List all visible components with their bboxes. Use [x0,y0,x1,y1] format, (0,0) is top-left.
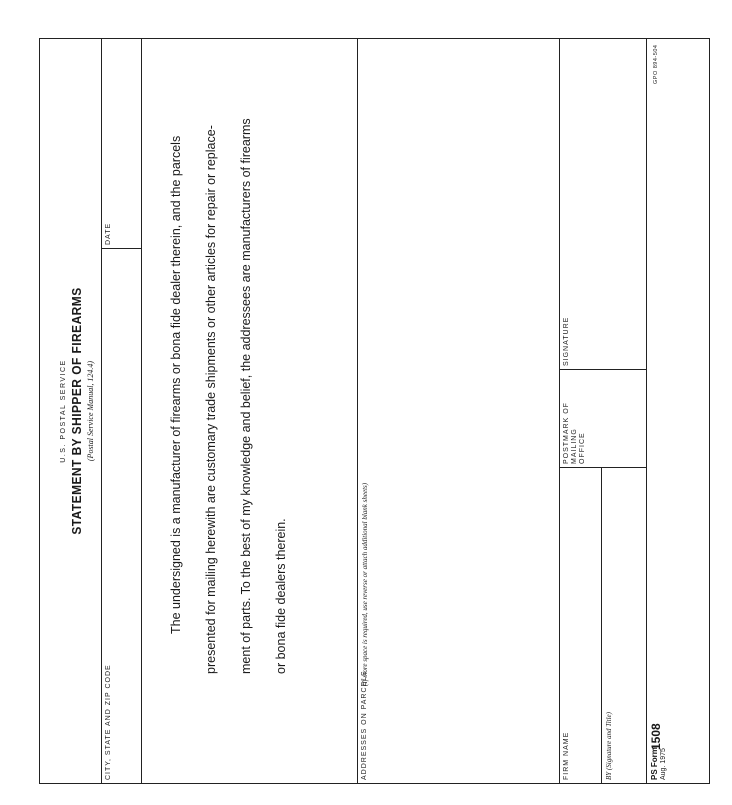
divider-line [101,38,102,784]
by-label: BY (Signature and Title) [605,712,613,780]
addresses-label: ADDRESSES ON PARCELS [361,670,368,780]
statement-line: presented for mailing herewith are customary trade shipments or other articles for repair or replace- [204,125,218,674]
form-subtitle: (Postal Service Manual, 124.4) [86,360,95,462]
form-edition [651,747,668,780]
divider-line [357,38,358,784]
firm-name-field[interactable] [559,468,601,784]
postmark-label: POSTMARK OF MAILING OFFICE [563,402,586,464]
divider-line [141,38,142,784]
edition-date: Aug. 1975 [660,748,667,780]
postmark-field[interactable] [559,370,646,468]
firearms-statement-form [39,38,710,784]
statement-line: The undersigned is a manufacturer of firearms or bona fide dealer therein, and the parcels [169,135,183,634]
addresses-field[interactable] [371,38,559,784]
divider-line [646,38,647,784]
addresses-note: (If more space is required, use reverse or attach additional blank sheets) [361,482,369,686]
signature-field[interactable] [559,38,646,370]
gpo-code: GPO 894-504 [653,44,659,84]
divider-line [101,248,141,249]
ps-form-label: PS Form [650,747,659,780]
date-label: DATE [105,222,112,245]
city-state-zip-label: CITY, STATE AND ZIP CODE [105,664,112,780]
statement-text [159,74,299,674]
signature-label: SIGNATURE [563,316,570,366]
agency-name: U.S. POSTAL SERVICE [60,359,67,463]
statement-line: ment of parts. To the best of my knowledge and belief, the addressees are manufacturers of firearms [239,118,253,674]
by-field[interactable] [601,468,646,784]
form-number: 1508 [649,723,663,750]
form-title: STATEMENT BY SHIPPER OF FIREARMS [69,287,84,535]
statement-line: or bona fide dealers therein. [274,518,288,674]
firm-name-label: FIRM NAME [563,731,570,780]
